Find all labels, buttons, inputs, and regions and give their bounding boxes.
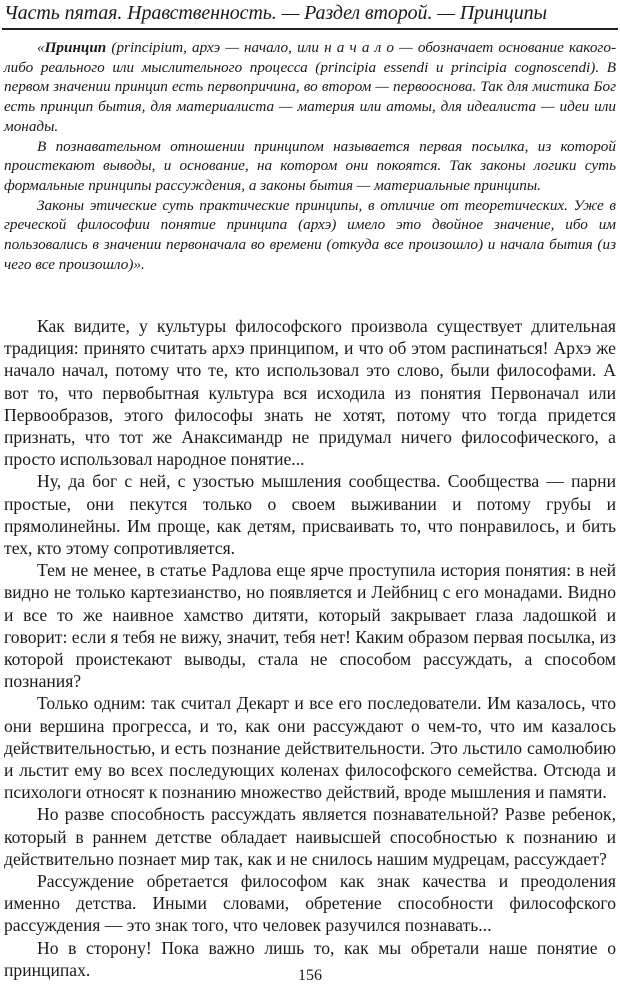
- body-paragraph: Тем не менее, в статье Радлова еще ярче проступила история понятия: в ней видно не только картезианство, но появляется и Лейбниц с его монадами. Видно и все то же наивное хамство дитяти, который закрывает глаза ладошкой и говорит: если я тебя не вижу, значит, тебя нет! Каким образом первая посылка, из которой проистекают выводы, стала не способом рассуждать, а способом познания?: [4, 560, 616, 692]
- body-paragraph: Рассуждение обретается философом как знак качества и преодоления именно детства. Иными словами, обретение способности философского рассуждения — это знак того, что человек разучился познавать...: [4, 871, 616, 936]
- quote-paragraph-3: Законы этические суть практические принципы, в отличие от теоретических. Уже в греческой философии понятие принципа (архэ) имело это двойное значение, ибо им пользовались в значении первоначала во времени (откуда все произошло) и начала бытия (из чего все произошло)».: [4, 196, 616, 273]
- body-paragraph: Ну, да бог с ней, с узостью мышления сообщества. Сообщества — парни простые, они пекутся только о своем выживании и потому грубы и прямолинейны. Им проще, как детям, присваивать то, что понравилось, и бить тех, кто этому сопротивляется.: [4, 471, 616, 559]
- body-paragraph: Только одним: так считал Декарт и все его последователи. Им казалось, что они вершина прогресса, и то, как они рассуждают о чем-то, что им казалось действительностью, и есть познание действительности. Это льстило самолюбию и льстит ему во всех последующих коленах философского семейства. Отсюда и психологи относят к познанию множество действий, вроде мышления и памяти.: [4, 693, 616, 803]
- body-paragraph: Но разве способность рассуждать является познавательной? Разве ребенок, который в раннем детстве обладает наивысшей способностью к познанию и действительно познает мир так, как и не снилось нашим мудрецам, рассуждает?: [4, 804, 616, 869]
- quote-open-mark: «: [37, 39, 45, 56]
- quote-paragraph-1: [4, 38, 616, 137]
- body-paragraph: Но в сторону! Пока важно лишь то, как мы обретали наше понятие о принципах.: [4, 937, 616, 980]
- quote-paragraph-2: В познавательном отношении принципом называется первая посылка, из которой проистекают выводы, и основание, на котором они покоятся. Так законы логики суть формальные принципы рассуждения, а законы бытия — материальные принципы.: [4, 137, 616, 194]
- body-text: [4, 315, 616, 981]
- quotation-block: [4, 38, 616, 274]
- running-head: Часть пятая. Нравственность. — Раздел второй. — Принципы: [4, 2, 547, 24]
- body-paragraph: Как видите, у культуры философского произвола существует длительная традиция: принято считать архэ принципом, и что об этом распинаться! Архэ же начало начал, потому что те, кто использовал это слово, были философами. А вот то, что первобытная культура вся исходила из понятия Первоначал или Первообразов, этого философы знать не хотят, потому что тогда придется признать, что тот же Анаксимандр не придумал ничего философического, а просто использовал народное понятие...: [4, 316, 616, 470]
- page-number: 156: [298, 967, 322, 984]
- header-rule: [2, 28, 618, 30]
- quote-term: Принцип: [44, 39, 107, 56]
- quote-paragraph-1-text: (principium, архэ — начало, или н а ч а л о — обозначает основание какого-либо реального или мыслительного процесса (principia essendi и principia cognoscendi). В первом значении принцип есть первопричина, во втором — первооснова. Так для мистика Бог есть принцип бытия, для материалиста — материя или атомы, для идеалиста — идеи или монады.: [4, 39, 616, 135]
